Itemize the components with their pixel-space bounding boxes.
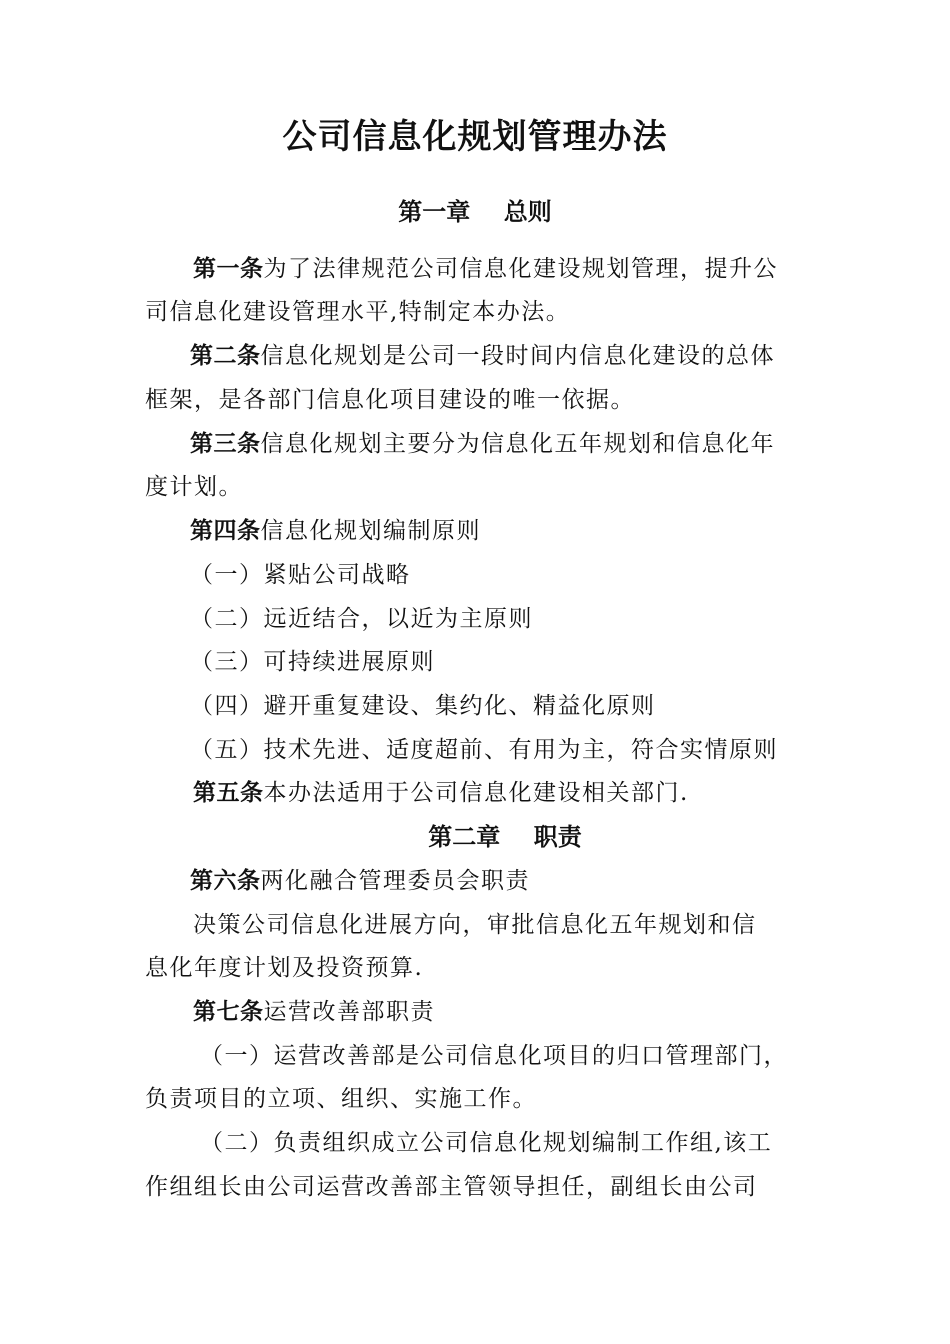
article-3-text: 信息化规划主要分为信息化五年规划和信息化年: [260, 431, 775, 457]
article-2-line-1: [190, 338, 775, 374]
article-5-line-1: [193, 775, 689, 811]
article-5-text: 本办法适用于公司信息化建设相关部门.: [263, 780, 689, 806]
article-7-text: 运营改善部职责: [263, 999, 435, 1025]
principle-item: （二）远近结合，以近为主原则: [190, 606, 533, 632]
article-4-line-1: [190, 513, 481, 549]
article-7-item-2-line-2: 作组组长由公司运营改善部主管领导担任，副组长由公司: [145, 1174, 758, 1200]
article-3-line-1: [190, 426, 775, 462]
article-1-text: 为了法律规范公司信息化建设规划管理，提升公: [263, 256, 778, 282]
article-6-text: 两化融合管理委员会职责: [260, 868, 530, 894]
article-6-label: 第六条: [190, 868, 261, 894]
article-6-line-1: [190, 863, 530, 899]
article-7-line-1: [193, 994, 435, 1030]
chapter-one-heading: 第一章 总则: [398, 198, 552, 226]
article-6-para-line-1: 决策公司信息化进展方向，审批信息化五年规划和信: [193, 912, 757, 938]
article-4-text: 信息化规划编制原则: [260, 518, 481, 544]
article-7-item-1-line-1: （一）运营改善部是公司信息化项目的归口管理部门，: [200, 1043, 788, 1069]
principle-item: （五）技术先进、适度超前、有用为主，符合实情原则: [190, 737, 778, 763]
article-2-text: 信息化规划是公司一段时间内信息化建设的总体: [260, 343, 775, 369]
article-1-line-2: 司信息化建设管理水平,特制定本办法。: [145, 299, 571, 325]
principle-item: （一）紧贴公司战略: [190, 562, 411, 588]
article-2-label: 第二条: [190, 343, 261, 369]
chapter-two-heading: 第二章 职责: [428, 823, 582, 851]
principle-item: （三）可持续进展原则: [190, 649, 435, 675]
article-2-line-2: 框架，是各部门信息化项目建设的唯一依据。: [145, 387, 635, 413]
article-6-para-line-2: 息化年度计划及投资预算.: [145, 955, 424, 981]
article-7-item-2-line-1: （二）负责组织成立公司信息化规划编制工作组,该工: [200, 1130, 773, 1156]
article-7-item-1-line-2: 负责项目的立项、组织、实施工作。: [145, 1086, 537, 1112]
article-4-label: 第四条: [190, 518, 261, 544]
principle-item: （四）避开重复建设、集约化、精益化原则: [190, 693, 656, 719]
article-3-line-2: 度计划。: [145, 474, 243, 500]
article-3-label: 第三条: [190, 431, 261, 457]
article-7-label: 第七条: [193, 999, 264, 1025]
document-title: 公司信息化规划管理办法: [282, 117, 668, 157]
article-1-label: 第一条: [193, 256, 264, 282]
article-1-line-1: [193, 251, 778, 287]
article-5-label: 第五条: [193, 780, 264, 806]
